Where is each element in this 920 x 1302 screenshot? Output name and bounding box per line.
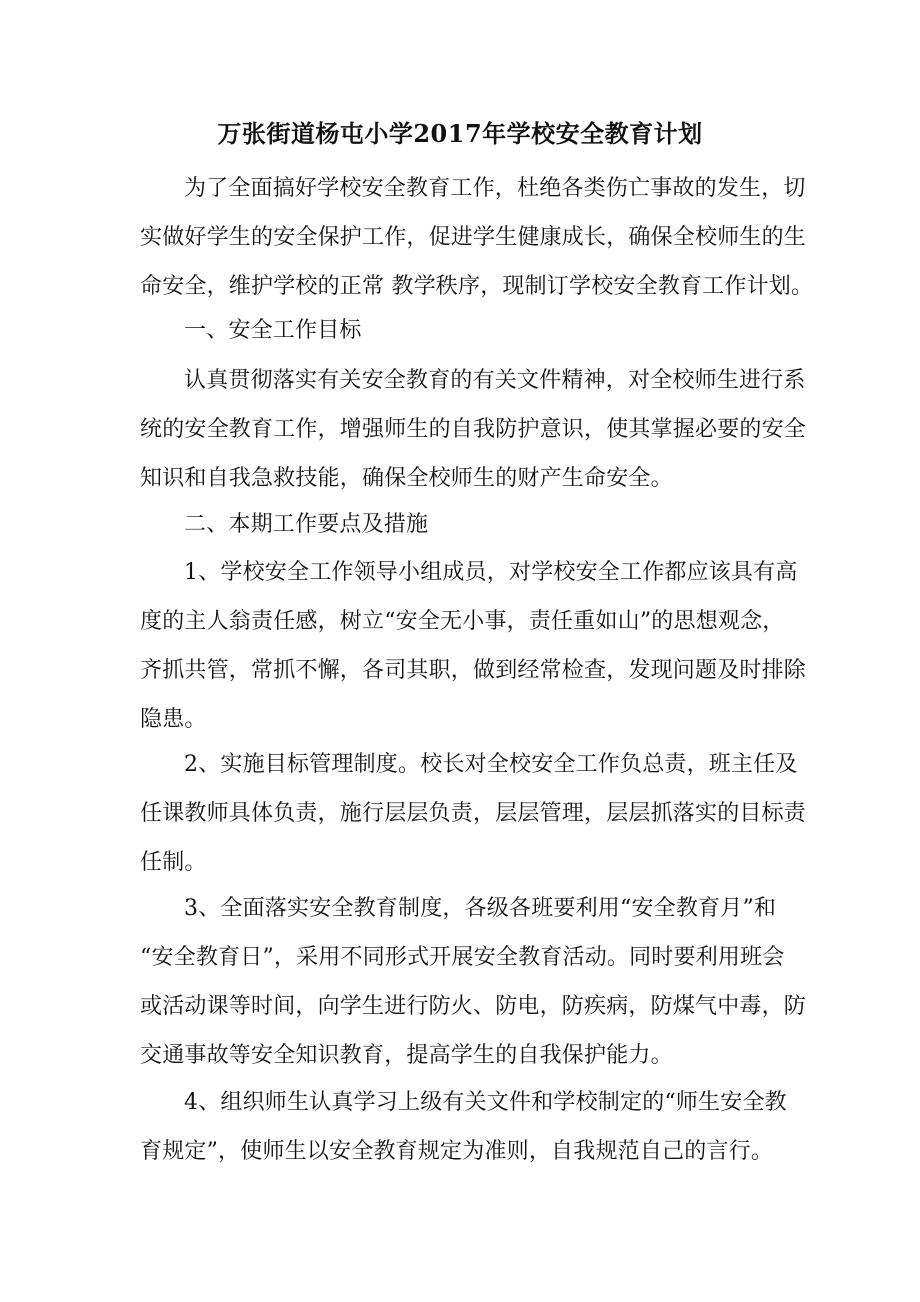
paragraph-line: 交通事故等安全知识教育，提高学生的自我保护能力。: [140, 1043, 673, 1068]
paragraph-line: 隐患。: [140, 707, 207, 732]
paragraph-line: 实做好学生的安全保护工作，促进学生健康成长，确保全校师生的生: [140, 225, 807, 250]
paragraph-line: 任课教师具体负责，施行层层负责，层层管理，层层抓落实的目标责: [140, 801, 807, 826]
paragraph-goals: [140, 356, 807, 503]
paragraph-line: 或活动课等时间，向学生进行防火、防电，防疾病，防煤气中毒，防: [140, 994, 807, 1019]
section-heading-goals: [140, 306, 792, 355]
document-title: 万张街道杨屯小学2017年学校安全教育计划: [217, 119, 703, 148]
paragraph-line: 3、全面落实安全教育制度，各级各班要利用“安全教育月”和: [184, 896, 777, 921]
paragraph-line: 2、实施目标管理制度。校长对全校安全工作负总责，班主任及: [184, 752, 798, 777]
paragraph-intro: [140, 164, 814, 311]
paragraph-line: “安全教育日”，采用不同形式开展安全教育活动。同时要利用班会: [140, 945, 785, 970]
paragraph-item-3: [140, 884, 807, 1080]
paragraph-line: 为了全面搞好学校安全教育工作，杜绝各类伤亡事故的发生，切: [184, 176, 806, 201]
paragraph-line: 育规定”，使师生以安全教育规定为准则，自我规范自己的言行。: [140, 1139, 774, 1164]
section-heading-line: 一、安全工作目标: [184, 318, 362, 343]
paragraph-line: 1、学校安全工作领导小组成员，对学校安全工作都应该具有高: [184, 560, 798, 585]
section-heading-measures: [140, 500, 792, 549]
paragraph-line: 认真贯彻落实有关安全教育的有关文件精神，对全校师生进行系: [184, 368, 806, 393]
paragraph-line: 命安全，维护学校的正常 教学秩序，现制订学校安全教育工作计划。: [140, 274, 814, 299]
paragraph-line: 知识和自我急救技能，确保全校师生的财产生命安全。: [140, 466, 673, 491]
section-heading-line: 二、本期工作要点及措施: [184, 512, 429, 537]
paragraph-line: 度的主人翁责任感，树立“安全无小事，责任重如山”的思想观念，: [140, 609, 785, 634]
paragraph-line: 任制。: [140, 850, 207, 875]
paragraph-item-2: [140, 740, 807, 887]
paragraph-line: 齐抓共管，常抓不懈，各司其职，做到经常检查，发现问题及时排除: [140, 658, 807, 683]
paragraph-line: 4、组织师生认真学习上级有关文件和学校制定的“师生安全教: [184, 1090, 787, 1115]
paragraph-line: 统的安全教育工作，增强师生的自我防护意识，使其掌握必要的安全: [140, 417, 807, 442]
paragraph-item-1: [140, 548, 807, 744]
paragraph-item-4: [140, 1078, 792, 1176]
